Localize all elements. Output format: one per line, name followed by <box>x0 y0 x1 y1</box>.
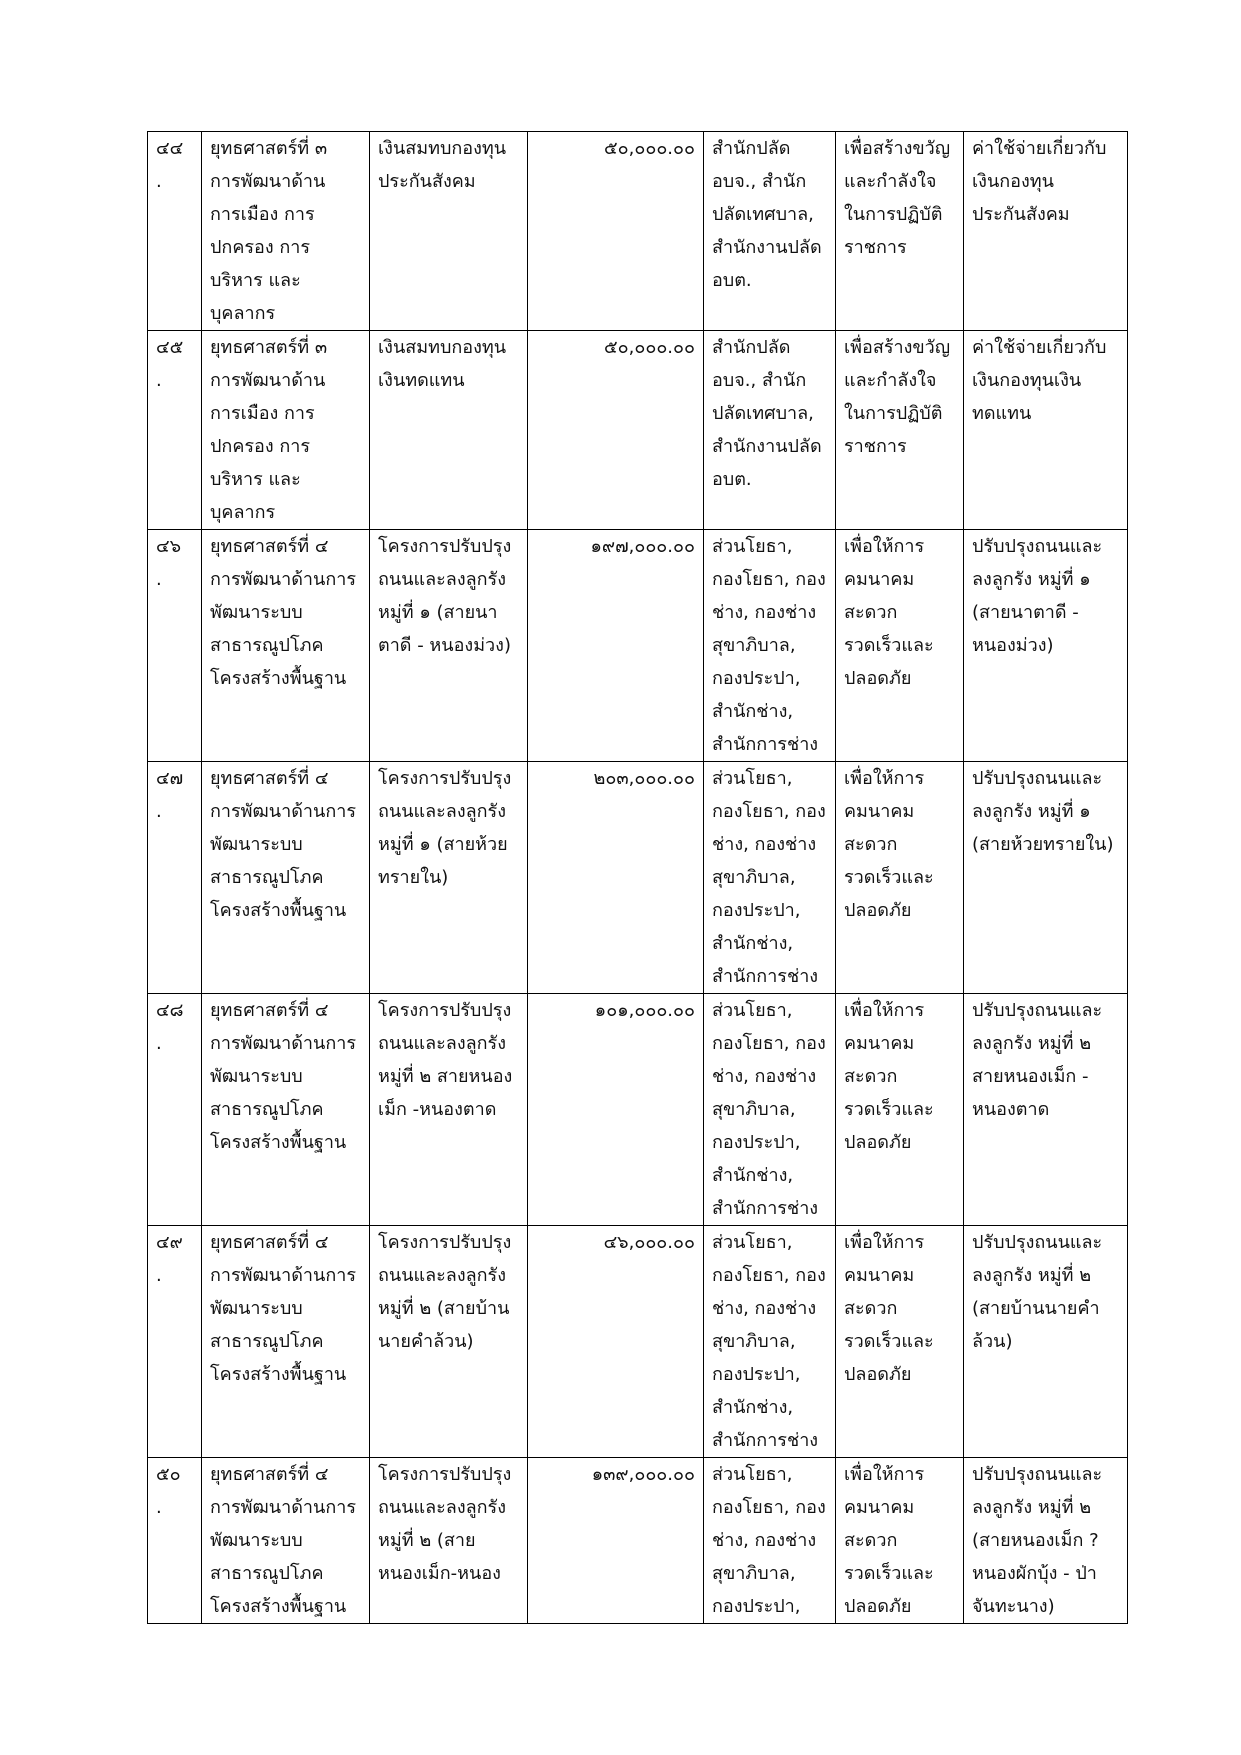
objective-cell <box>836 1226 964 1458</box>
unit-cell <box>704 530 836 762</box>
objective-cell <box>836 331 964 530</box>
strategy-cell <box>202 762 370 994</box>
strategy-text: ยุทธศาสตร์ที่ ๔ การพัฒนาด้านการ พัฒนาระบบ สาธารณูปโภค โครงสร้างพื้นฐาน <box>210 1464 356 1617</box>
budget-amount: ๕๐,๐๐๐.๐๐ <box>604 337 695 358</box>
responsible-unit: ส่วนโยธา, กองโยธา, กอง ช่าง, กองช่าง สุขาภิบาล, กองประปา, <box>712 1464 826 1617</box>
table-row <box>148 762 1128 994</box>
output-cell <box>964 331 1128 530</box>
output-text: ปรับปรุงถนนและ ลงลูกรัง หมู่ที่ ๒ (สายบ้านนายคำ ล้วน) <box>972 1232 1103 1352</box>
project-text: โครงการปรับปรุง ถนนและลงลูกรัง หมู่ที่ ๑ (สายนา ตาดี - หนองม่วง) <box>378 536 512 656</box>
project-text: โครงการปรับปรุง ถนนและลงลูกรัง หมู่ที่ ๒ (สายบ้าน นายคำล้วน) <box>378 1232 512 1352</box>
amount-cell <box>528 1226 704 1458</box>
objective-text: เพื่อสร้างขวัญ และกำลังใจ ในการปฏิบัติ ราชการ <box>844 138 951 258</box>
project-cell <box>370 1458 528 1624</box>
strategy-text: ยุทธศาสตร์ที่ ๔ การพัฒนาด้านการ พัฒนาระบบ สาธารณูปโภค โครงสร้างพื้นฐาน <box>210 536 356 689</box>
strategy-text: ยุทธศาสตร์ที่ ๔ การพัฒนาด้านการ พัฒนาระบบ สาธารณูปโภค โครงสร้างพื้นฐาน <box>210 1000 356 1153</box>
budget-amount: ๑๐๑,๐๐๐.๐๐ <box>594 1000 695 1021</box>
project-text: โครงการปรับปรุง ถนนและลงลูกรัง หมู่ที่ ๒ (สาย หนองเม็ก-หนอง <box>378 1464 512 1584</box>
table-row <box>148 132 1128 331</box>
output-cell <box>964 1458 1128 1624</box>
unit-cell <box>704 762 836 994</box>
output-text: ปรับปรุงถนนและ ลงลูกรัง หมู่ที่ ๑ (สายนาตาดี - หนองม่วง) <box>972 536 1103 656</box>
project-cell <box>370 530 528 762</box>
unit-cell <box>704 331 836 530</box>
strategy-text: ยุทธศาสตร์ที่ ๓ การพัฒนาด้าน การเมือง การ ปกครอง การ บริหาร และ บุคลากร <box>210 337 328 523</box>
responsible-unit: สำนักปลัด อบจ., สำนัก ปลัดเทศบาล, สำนักงานปลัด อบต. <box>712 337 822 490</box>
objective-cell <box>836 132 964 331</box>
budget-table <box>147 131 1128 1624</box>
row-number-cell <box>148 132 202 331</box>
output-cell <box>964 1226 1128 1458</box>
output-cell <box>964 530 1128 762</box>
output-text: ค่าใช้จ่ายเกี่ยวกับ เงินกองทุนเงิน ทดแทน <box>972 337 1107 424</box>
unit-cell <box>704 1226 836 1458</box>
row-number-cell <box>148 1458 202 1624</box>
objective-cell <box>836 994 964 1226</box>
project-text: เงินสมทบกองทุน เงินทดแทน <box>378 337 507 391</box>
row-number: ๔๔ . <box>156 138 184 192</box>
amount-cell <box>528 994 704 1226</box>
unit-cell <box>704 132 836 331</box>
table-row <box>148 1226 1128 1458</box>
output-cell <box>964 132 1128 331</box>
amount-cell <box>528 1458 704 1624</box>
responsible-unit: ส่วนโยธา, กองโยธา, กอง ช่าง, กองช่าง สุขาภิบาล, กองประปา, สำนักช่าง, สำนักการช่าง <box>712 768 826 987</box>
objective-text: เพื่อให้การ คมนาคม สะดวก รวดเร็วและ ปลอดภัย <box>844 1000 934 1153</box>
project-cell <box>370 762 528 994</box>
project-cell <box>370 1226 528 1458</box>
budget-amount: ๔๖,๐๐๐.๐๐ <box>603 1232 695 1253</box>
responsible-unit: ส่วนโยธา, กองโยธา, กอง ช่าง, กองช่าง สุขาภิบาล, กองประปา, สำนักช่าง, สำนักการช่าง <box>712 536 826 755</box>
budget-amount: ๕๐,๐๐๐.๐๐ <box>604 138 695 159</box>
budget-amount: ๑๓๙,๐๐๐.๐๐ <box>591 1464 695 1485</box>
unit-cell <box>704 1458 836 1624</box>
row-number: ๔๕ . <box>156 337 184 391</box>
row-number-cell <box>148 1226 202 1458</box>
row-number-cell <box>148 331 202 530</box>
row-number: ๕๐ . <box>156 1464 181 1518</box>
strategy-text: ยุทธศาสตร์ที่ ๔ การพัฒนาด้านการ พัฒนาระบบ สาธารณูปโภค โครงสร้างพื้นฐาน <box>210 1232 356 1385</box>
objective-cell <box>836 762 964 994</box>
project-cell <box>370 331 528 530</box>
amount-cell <box>528 530 704 762</box>
output-cell <box>964 762 1128 994</box>
strategy-cell <box>202 1226 370 1458</box>
project-cell <box>370 994 528 1226</box>
row-number: ๔๙ . <box>156 1232 183 1286</box>
responsible-unit: ส่วนโยธา, กองโยธา, กอง ช่าง, กองช่าง สุขาภิบาล, กองประปา, สำนักช่าง, สำนักการช่าง <box>712 1232 826 1451</box>
unit-cell <box>704 994 836 1226</box>
strategy-cell <box>202 331 370 530</box>
responsible-unit: สำนักปลัด อบจ., สำนัก ปลัดเทศบาล, สำนักงานปลัด อบต. <box>712 138 822 291</box>
amount-cell <box>528 132 704 331</box>
output-cell <box>964 994 1128 1226</box>
objective-text: เพื่อให้การ คมนาคม สะดวก รวดเร็วและ ปลอดภัย <box>844 768 934 921</box>
output-text: ปรับปรุงถนนและ ลงลูกรัง หมู่ที่ ๑ (สายห้วยทรายใน) <box>972 768 1114 855</box>
objective-text: เพื่อให้การ คมนาคม สะดวก รวดเร็วและ ปลอดภัย <box>844 536 934 689</box>
project-text: โครงการปรับปรุง ถนนและลงลูกรัง หมู่ที่ ๒ สายหนอง เม็ก -หนองตาด <box>378 1000 513 1120</box>
strategy-cell <box>202 530 370 762</box>
row-number: ๔๘ . <box>156 1000 184 1054</box>
objective-cell <box>836 530 964 762</box>
row-number-cell <box>148 994 202 1226</box>
budget-amount: ๒๐๓,๐๐๐.๐๐ <box>593 768 695 789</box>
strategy-cell <box>202 1458 370 1624</box>
table-row <box>148 331 1128 530</box>
table-row <box>148 530 1128 762</box>
row-number-cell <box>148 530 202 762</box>
project-text: โครงการปรับปรุง ถนนและลงลูกรัง หมู่ที่ ๑ (สายห้วย ทรายใน) <box>378 768 512 888</box>
strategy-cell <box>202 132 370 331</box>
amount-cell <box>528 331 704 530</box>
project-text: เงินสมทบกองทุน ประกันสังคม <box>378 138 507 192</box>
table-row <box>148 994 1128 1226</box>
table-row <box>148 1458 1128 1624</box>
responsible-unit: ส่วนโยธา, กองโยธา, กอง ช่าง, กองช่าง สุขาภิบาล, กองประปา, สำนักช่าง, สำนักการช่าง <box>712 1000 826 1219</box>
strategy-cell <box>202 994 370 1226</box>
project-cell <box>370 132 528 331</box>
output-text: ปรับปรุงถนนและ ลงลูกรัง หมู่ที่ ๒ สายหนองเม็ก - หนองตาด <box>972 1000 1103 1120</box>
objective-text: เพื่อให้การ คมนาคม สะดวก รวดเร็วและ ปลอดภัย <box>844 1464 934 1617</box>
objective-text: เพื่อให้การ คมนาคม สะดวก รวดเร็วและ ปลอดภัย <box>844 1232 934 1385</box>
row-number: ๔๖ . <box>156 536 182 590</box>
strategy-text: ยุทธศาสตร์ที่ ๔ การพัฒนาด้านการ พัฒนาระบบ สาธารณูปโภค โครงสร้างพื้นฐาน <box>210 768 356 921</box>
budget-amount: ๑๙๗,๐๐๐.๐๐ <box>590 536 695 557</box>
objective-cell <box>836 1458 964 1624</box>
row-number-cell <box>148 762 202 994</box>
amount-cell <box>528 762 704 994</box>
objective-text: เพื่อสร้างขวัญ และกำลังใจ ในการปฏิบัติ ราชการ <box>844 337 951 457</box>
table-body <box>148 132 1128 1624</box>
output-text: ปรับปรุงถนนและ ลงลูกรัง หมู่ที่ ๒ (สายหนองเม็ก ? หนองผักบุ้ง - ป่า จันทะนาง) <box>972 1464 1103 1617</box>
output-text: ค่าใช้จ่ายเกี่ยวกับ เงินกองทุน ประกันสังคม <box>972 138 1107 225</box>
row-number: ๔๗ . <box>156 768 184 822</box>
strategy-text: ยุทธศาสตร์ที่ ๓ การพัฒนาด้าน การเมือง การ ปกครอง การ บริหาร และ บุคลากร <box>210 138 328 324</box>
